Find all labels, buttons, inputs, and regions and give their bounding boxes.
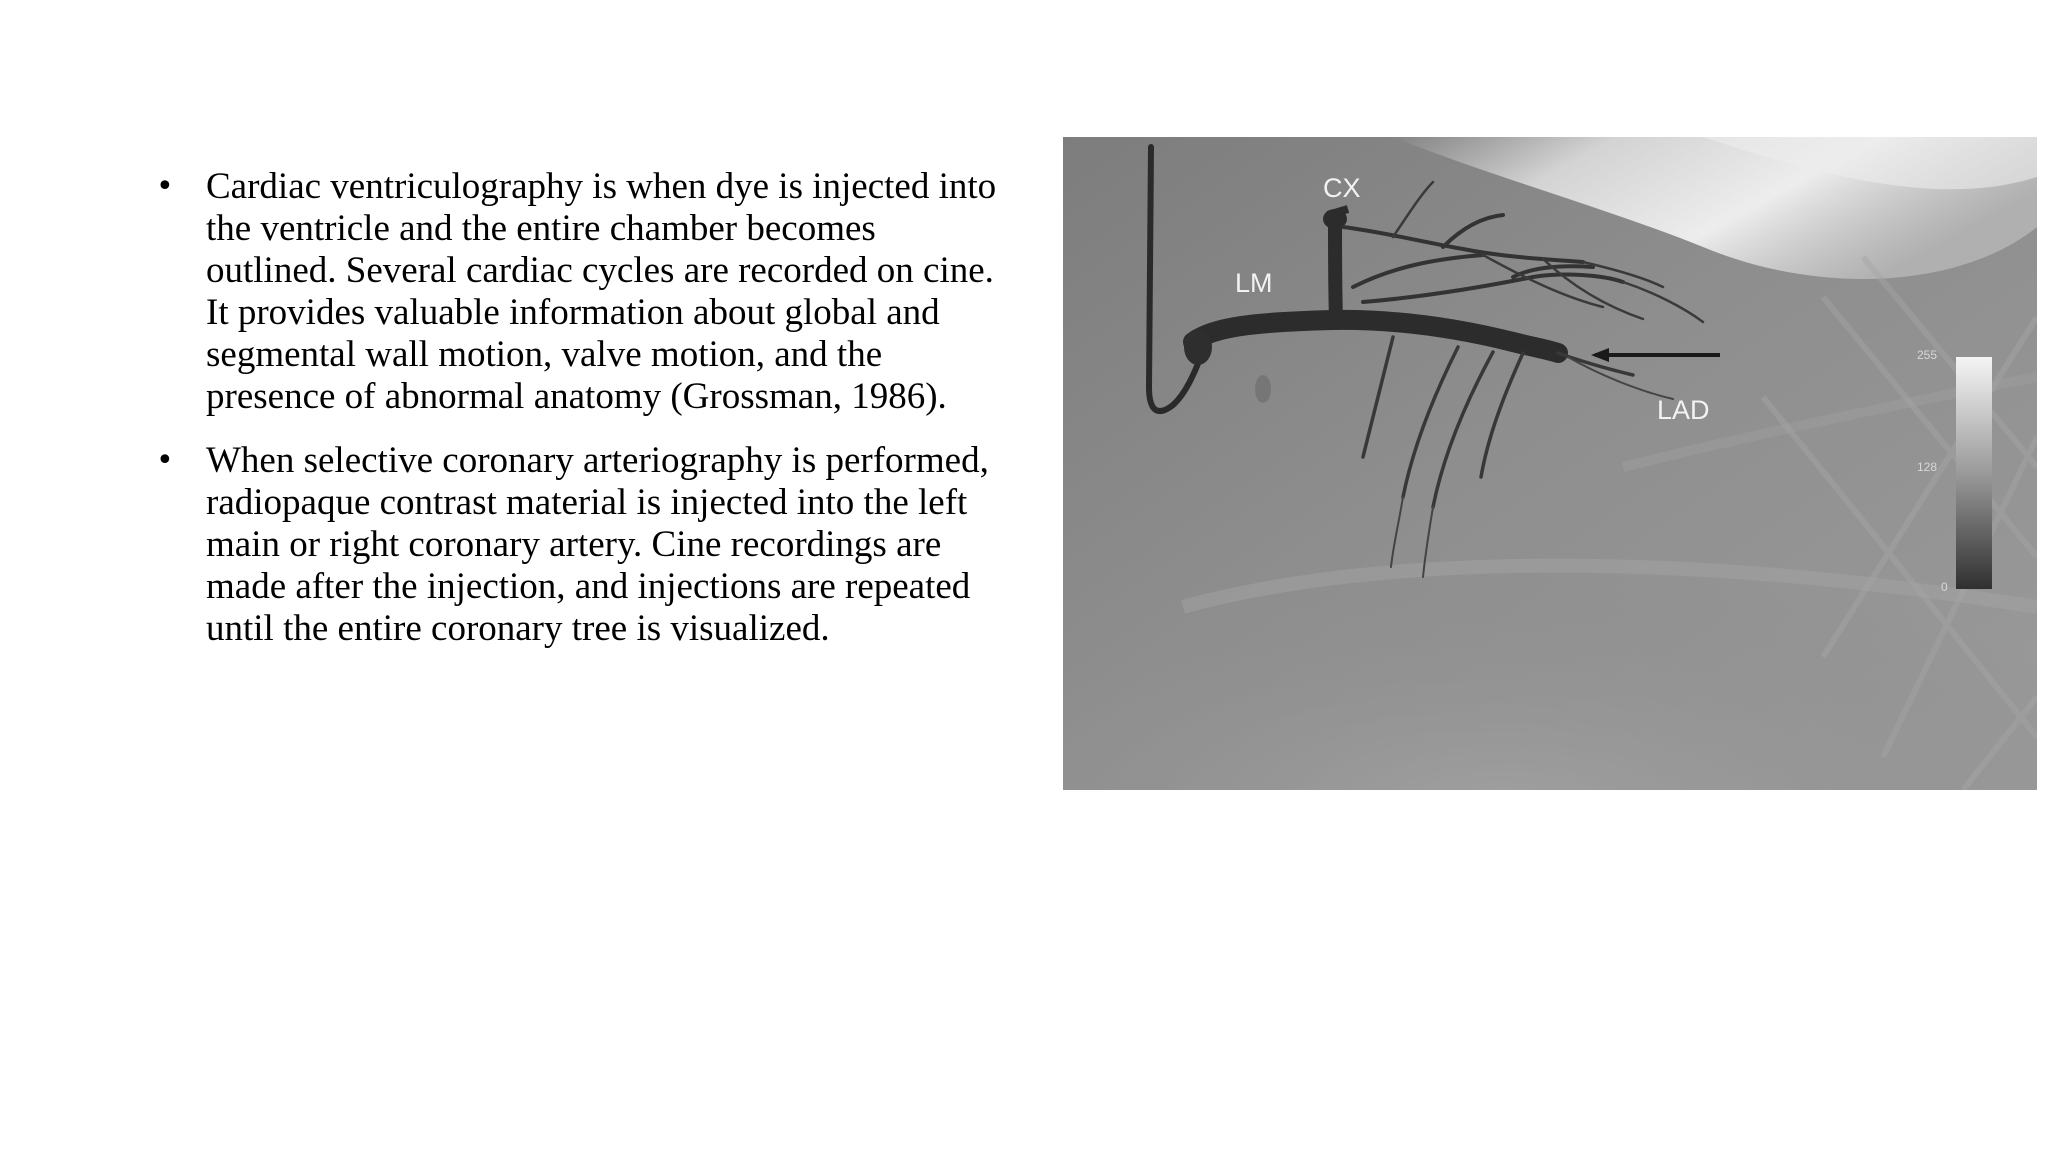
label-cx: CX <box>1323 173 1361 203</box>
bullet-item-arteriography <box>150 440 1010 650</box>
angiogram-image <box>1063 137 2037 790</box>
scale-tick-top: 255 <box>1917 348 1938 362</box>
bullet-item-ventriculography <box>150 166 1010 418</box>
label-lm: LM <box>1235 268 1273 298</box>
grayscale-scale-bar <box>1956 357 1992 589</box>
bullet-glyph: • <box>156 443 174 478</box>
bullet-glyph: • <box>156 169 174 204</box>
label-lad: LAD <box>1657 395 1710 425</box>
bullet-text: Cardiac ventriculography is when dye is injected into the ventricle and the entire chamber becomes outlined. Several cardiac cycles are recorded on cine. It provides valuable information about global and segmental wall motion, valve motion, and the presence of abnormal anatomy (Grossman, 1986). <box>206 166 997 417</box>
bullet-text: When selective coronary arteriography is performed, radiopaque contrast material is injected into the left main or right coronary artery. Cine recordings are made after the injection, and injections are repeated until the entire coronary tree is visualized. <box>206 440 989 649</box>
bullet-list <box>150 166 1010 672</box>
angiogram-graphic <box>1063 137 2037 790</box>
scale-tick-bottom: 0 <box>1941 580 1948 594</box>
scale-tick-mid: 128 <box>1917 460 1938 474</box>
